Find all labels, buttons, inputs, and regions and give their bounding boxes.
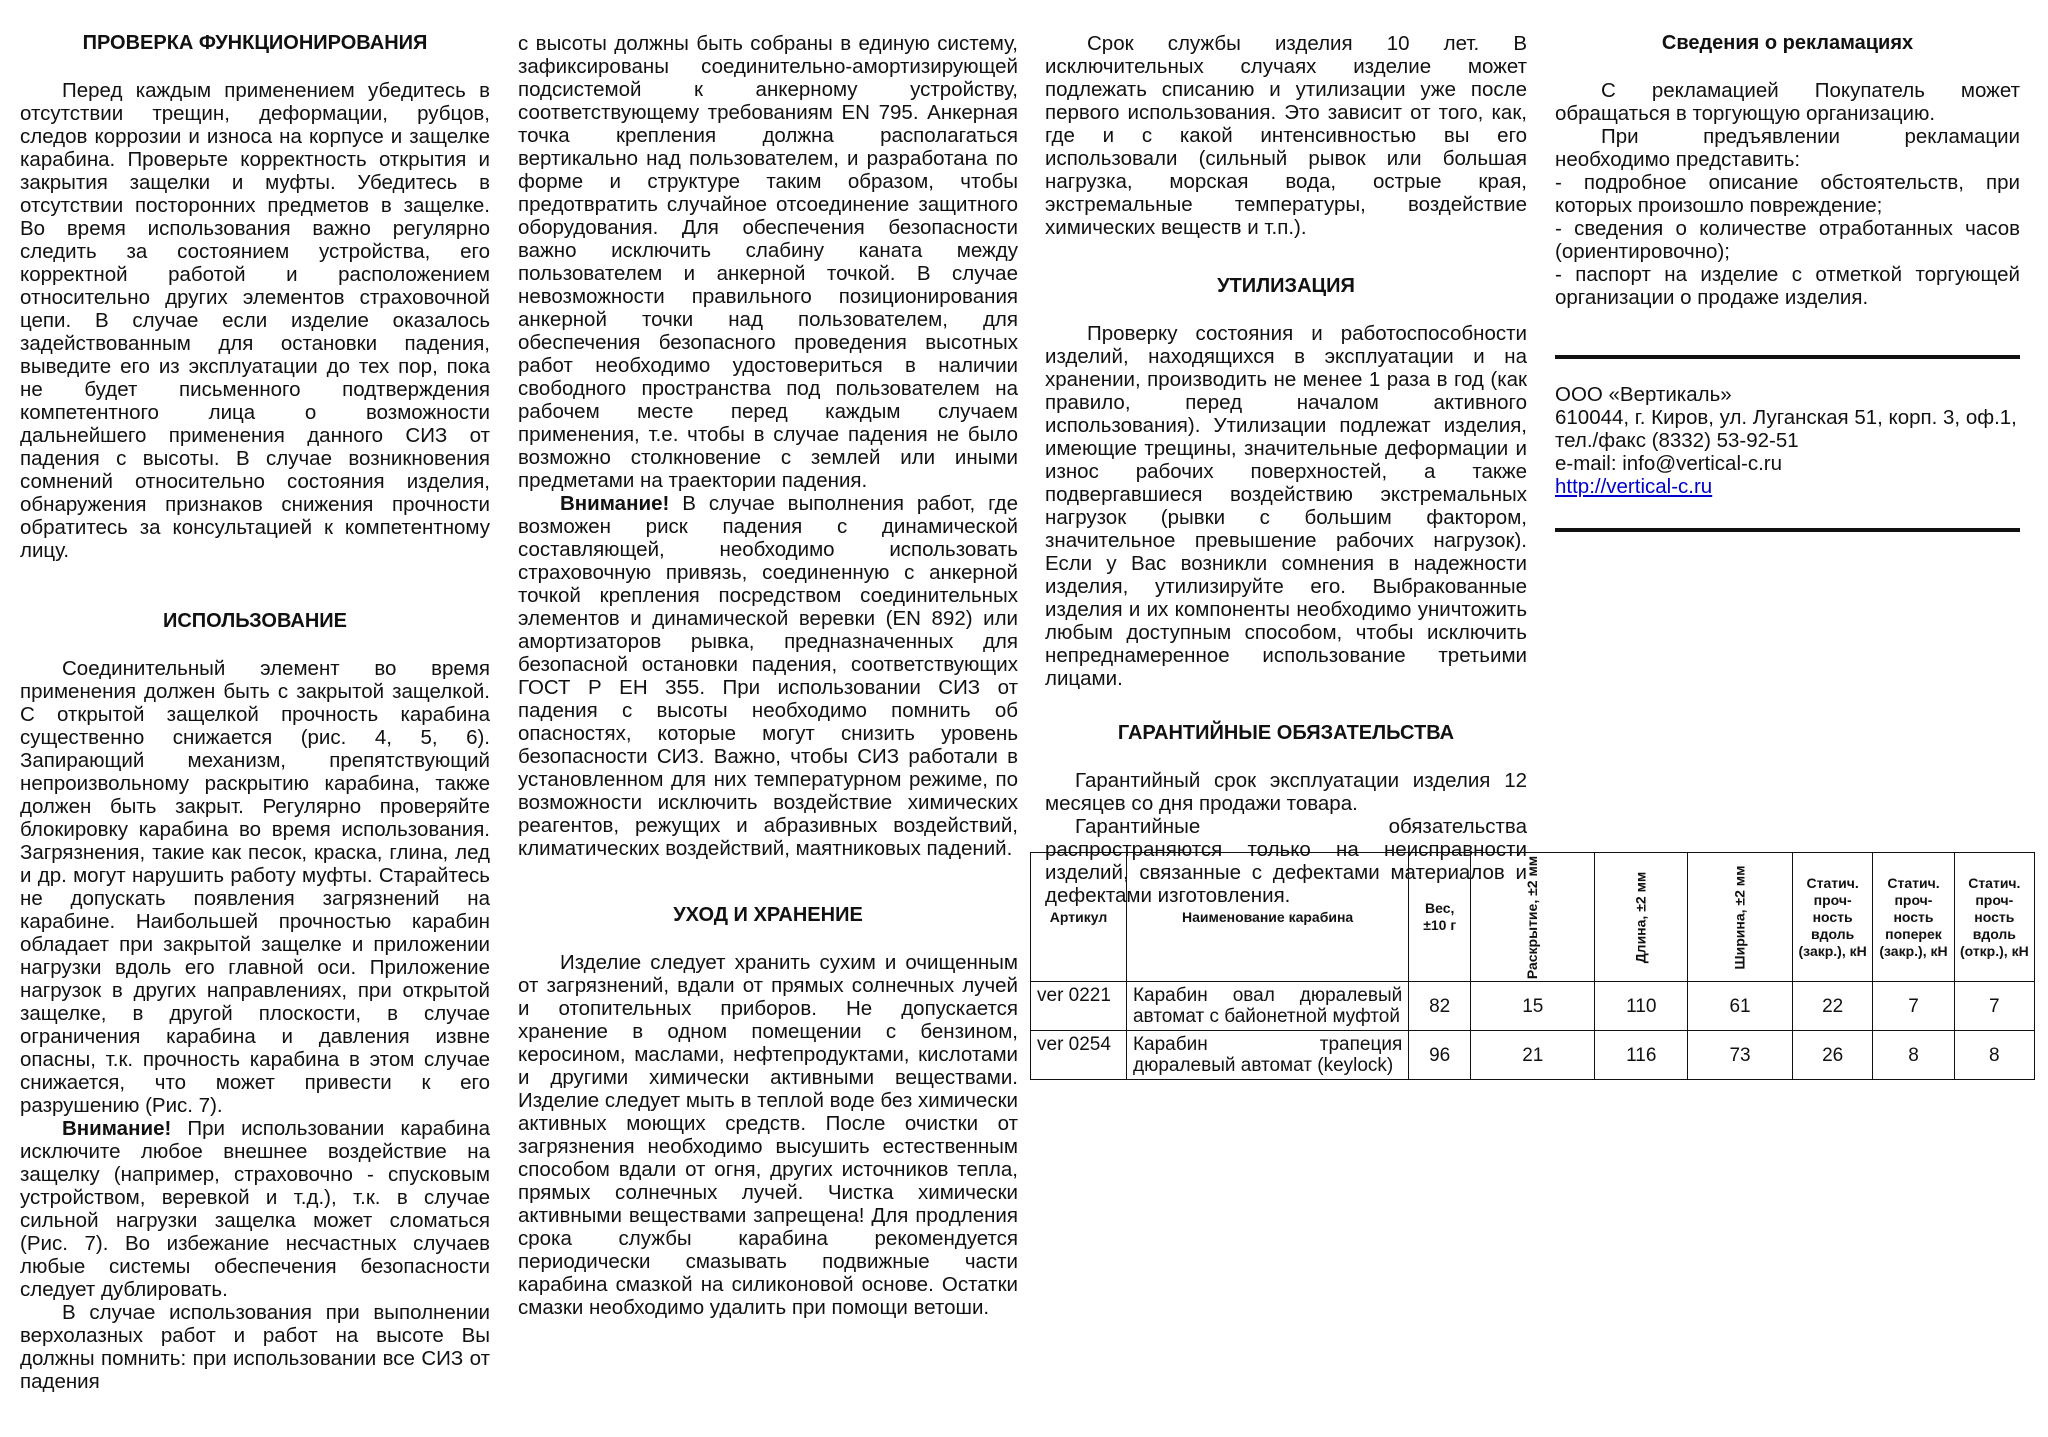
header-strength-major-open: Статич. проч-ность вдоль (откр.), кН: [1954, 853, 2034, 982]
cell-strength-major-open: 8: [1954, 1031, 2034, 1080]
paragraph-dynamic-warning: [518, 492, 1018, 860]
cell-name: Карабин овал дюралевый автомат с байонетной муфтой: [1126, 982, 1408, 1031]
heading-claims: Сведения о рекламациях: [1661, 32, 1914, 54]
cell-width: 61: [1688, 982, 1793, 1031]
paragraph-usage-warning: [20, 1117, 490, 1301]
paragraph-claims-2: При предъявлении рекламации необходимо представить:: [1555, 125, 2020, 171]
header-gate-opening: Раскрытие, ±2 мм: [1471, 853, 1595, 982]
cell-article: ver 0221: [1031, 982, 1127, 1031]
cell-gate-opening: 15: [1471, 982, 1595, 1031]
cell-length: 110: [1595, 982, 1688, 1031]
heading-usage: ИСПОЛЬЗОВАНИЕ: [162, 610, 348, 632]
warning-text: При использовании карабина исключите любое внешнее воздействие на защелку (например, страховочно - спусковым устройством, веревкой и т.д.), т.к. в случае сильной нагрузки защелка может сломаться (Рис. 7). Во избежание несчастных случаев любые системы обеспечения безопасности следует дублировать.: [20, 1117, 490, 1301]
header-weight: Вес, ±10 г: [1409, 853, 1471, 982]
company-phone: тел./факс (8332) 53-92-51: [1555, 429, 1799, 452]
cell-article: ver 0254: [1031, 1031, 1127, 1080]
cell-weight: 82: [1409, 982, 1471, 1031]
cell-gate-opening: 21: [1471, 1031, 1595, 1080]
cell-strength-minor-closed: 7: [1873, 982, 1954, 1031]
header-strength-minor-closed: Статич. проч-ность поперек (закр.), кН: [1873, 853, 1954, 982]
header-name: Наименование карабина: [1126, 853, 1408, 982]
paragraph-service-life: Срок службы изделия 10 лет. В исключительных случаях изделие может подлежать списанию и утилизации уже после первого использования. Это зависит от того, как, где и с какой интенсивностью вы его использовали (сильный рывок или большая нагрузка, морская вода, острые края, экстремальные температуры, воздействие химических веществ и т.п.).: [1045, 32, 1527, 239]
list-item-description: - подробное описание обстоятельств, при которых произошло повреждение;: [1555, 171, 2020, 217]
warning-text: В случае выполнения работ, где возможен риск падения с динамической составляющей, необходимо использовать страховочную привязь, соединенную с анкерной точкой крепления посредством соединительных элементов и динамической веревки (EN 892) или амортизаторов рывка, предназначенных для безопасной остановки падения, соответствующих ГОСТ Р ЕН 355. При использовании СИЗ от падения с высоты необходимо помнить об опасностях, которые могут снизить уровень безопасности СИЗ. Важно, чтобы СИЗ работали в установленном для них температурном режиме, по возможности исключить воздействие химических реагентов, режущих и абразивных воздействий, климатических воздействий, маятниковых падений.: [518, 492, 1018, 860]
company-email: e-mail: info@vertical-c.ru: [1555, 452, 1783, 475]
paragraph-usage-height: В случае использования при выполнении верхолазных работ и работ на высоте Вы должны помнить: при использовании все СИЗ от падения: [20, 1301, 490, 1393]
list-item-hours: - сведения о количестве отработанных часов (ориентировочно);: [1555, 217, 2020, 263]
heading-disposal: УТИЛИЗАЦИЯ: [1217, 275, 1355, 297]
heading-functional-check: ПРОВЕРКА ФУНКЦИОНИРОВАНИЯ: [82, 32, 428, 54]
table-row: [1031, 1031, 2035, 1080]
paragraph-usage: Соединительный элемент во время применения должен быть с закрытой защелкой. С открытой защелкой прочность карабина существенно снижается (рис. 4, 5, 6). Запирающий механизм, препятствующий непроизвольному раскрытию карабина, также должен быть закрыт. Регулярно проверяйте блокировку карабина во время использования. Загрязнения, такие как песок, краска, глина, лед и др. могут нарушить работу муфты. Старайтесь не допускать появления загрязнений на карабине. Наибольшей прочностью карабин обладает при закрытой защелке и приложении нагрузки вдоль его главной оси. Приложение нагрузок в других направлениях, при открытой защелке, в другой плоскости, в случае ограничения карабина и давления извне опасны, т.к. прочность карабина в этом случае снижается, что может привести к его разрушению (Рис. 7).: [20, 657, 490, 1117]
paragraph-claims-1: С рекламацией Покупатель может обращаться в торгующую организацию.: [1555, 79, 2020, 125]
cell-strength-major-closed: 26: [1792, 1031, 1872, 1080]
cell-strength-major-open: 7: [1954, 982, 2034, 1031]
carabiner-spec-table-wrap: [1030, 852, 2035, 1080]
warning-label: Внимание!: [560, 492, 670, 515]
paragraph-disposal: Проверку состояния и работоспособности изделий, находящихся в эксплуатации и на хранении, производить не менее 1 раза в год (как правило, перед началом активного использования). Утилизации подлежат изделия, имеющие трещины, значительные деформации и износ рабочих поверхностей, а также подвергавшиеся воздействию экстремальных нагрузок (рывки с большим фактором, значительное превышение рабочих нагрузок). Если у Вас возникли сомнения в надежности изделия, утилизируйте его. Выбракованные изделия и их компоненты необходимо уничтожить любым доступным способом, чтобы исключить непреднамеренное использование третьими лицами.: [1045, 322, 1527, 690]
cell-width: 73: [1688, 1031, 1793, 1080]
header-width: Ширина, ±2 мм: [1688, 853, 1793, 982]
warning-label: Внимание!: [62, 1117, 172, 1140]
table-header-row: [1031, 853, 2035, 982]
paragraph-warranty-scope: Гарантийные обязательства распространяются только на неисправности изделий, связанные с дефектами материалов и дефектами изготовления.: [1045, 815, 1527, 907]
header-length: Длина, ±2 мм: [1595, 853, 1688, 982]
column-2: [518, 32, 1018, 1319]
cell-weight: 96: [1409, 1031, 1471, 1080]
paragraph-warranty-period: Гарантийный срок эксплуатации изделия 12 месяцев со дня продажи товара.: [1045, 769, 1527, 815]
divider-bottom: [1555, 528, 2020, 532]
cell-strength-minor-closed: 8: [1873, 1031, 1954, 1080]
cell-strength-major-closed: 22: [1792, 982, 1872, 1031]
paragraph-care-storage: Изделие следует хранить сухим и очищенным от загрязнений, вдали от прямых солнечных лучей и отопительных приборов. Не допускается хранение в одном помещении с бензином, керосином, маслами, нефтепродуктами, кислотами и другими химически активными веществами. Изделие следует мыть в теплой воде без химически активных моющих средств. После очистки от загрязнения необходимо высушить естественным способом вдали от огня, других источников тепла, прямых солнечных лучей. Чистка химически активными веществами запрещена! Для продления срока службы карабина рекомендуется периодически смазывать подвижные части карабина смазкой на силиконовой основе. Остатки смазки необходимо удалить при помощи ветоши.: [518, 951, 1018, 1319]
header-strength-major-closed: Статич. проч-ность вдоль (закр.), кН: [1792, 853, 1872, 982]
column-1: [20, 32, 490, 1393]
cell-name: Карабин трапеция дюралевый автомат (keylock): [1126, 1031, 1408, 1080]
company-name: ООО «Вертикаль»: [1555, 383, 1732, 406]
cell-length: 116: [1595, 1031, 1688, 1080]
table-row: [1031, 982, 2035, 1031]
header-article: Артикул: [1031, 853, 1127, 982]
company-website-link[interactable]: http://vertical-c.ru: [1555, 475, 1713, 498]
list-item-passport: - паспорт на изделие с отметкой торгующей организации о продаже изделия.: [1555, 263, 2020, 309]
heading-care-storage: УХОД И ХРАНЕНИЕ: [673, 904, 863, 926]
column-4: [1555, 32, 2020, 532]
column-3: [1045, 32, 1527, 907]
heading-warranty: ГАРАНТИЙНЫЕ ОБЯЗАТЕЛЬСТВА: [1117, 722, 1455, 744]
paragraph-anchor: с высоты должны быть собраны в единую систему, зафиксированы соединительно-амортизирующей подсистемой к анкерному устройству, соответствующему требованиям EN 795. Анкерная точка крепления должна располагаться вертикально над пользователем, и разработана по форме и структуре таким образом, чтобы предотвратить случайное отсоединение защитного оборудования. Для обеспечения безопасности важно исключить слабину каната между пользователем и анкерной точкой. В случае невозможности правильного позиционирования анкерной точки над пользователем, для обеспечения безопасного проведения высотных работ необходимо удостовериться в наличии свободного пространства под пользователем на рабочем месте перед каждым случаем применения, т.е. чтобы в случае падения не было возможно столкновение с землей или иными предметами на траектории падения.: [518, 32, 1018, 492]
carabiner-spec-table: [1030, 852, 2035, 1080]
company-address: 610044, г. Киров, ул. Луганская 51, корп. 3, оф.1,: [1555, 406, 2017, 429]
paragraph-functional-check: Перед каждым применением убедитесь в отсутствии трещин, деформации, рубцов, следов коррозии и износа на корпусе и защелке карабина. Проверьте корректность открытия и закрытия защелки и муфты. Убедитесь в отсутствии посторонних предметов в защелке. Во время использования важно регулярно следить за состоянием устройства, его корректной работой и расположением относительно других элементов страховочной цепи. В случае если изделие оказалось задействованным для остановки падения, выведите его из эксплуатации до тех пор, пока не будет письменного подтверждения компетентного лица о возможности дальнейшего применения данного СИЗ от падения с высоты. В случае возникновения сомнений относительно состояния изделия, обнаружения признаков снижения прочности обратитесь за консультацией к компетентному лицу.: [20, 79, 490, 562]
